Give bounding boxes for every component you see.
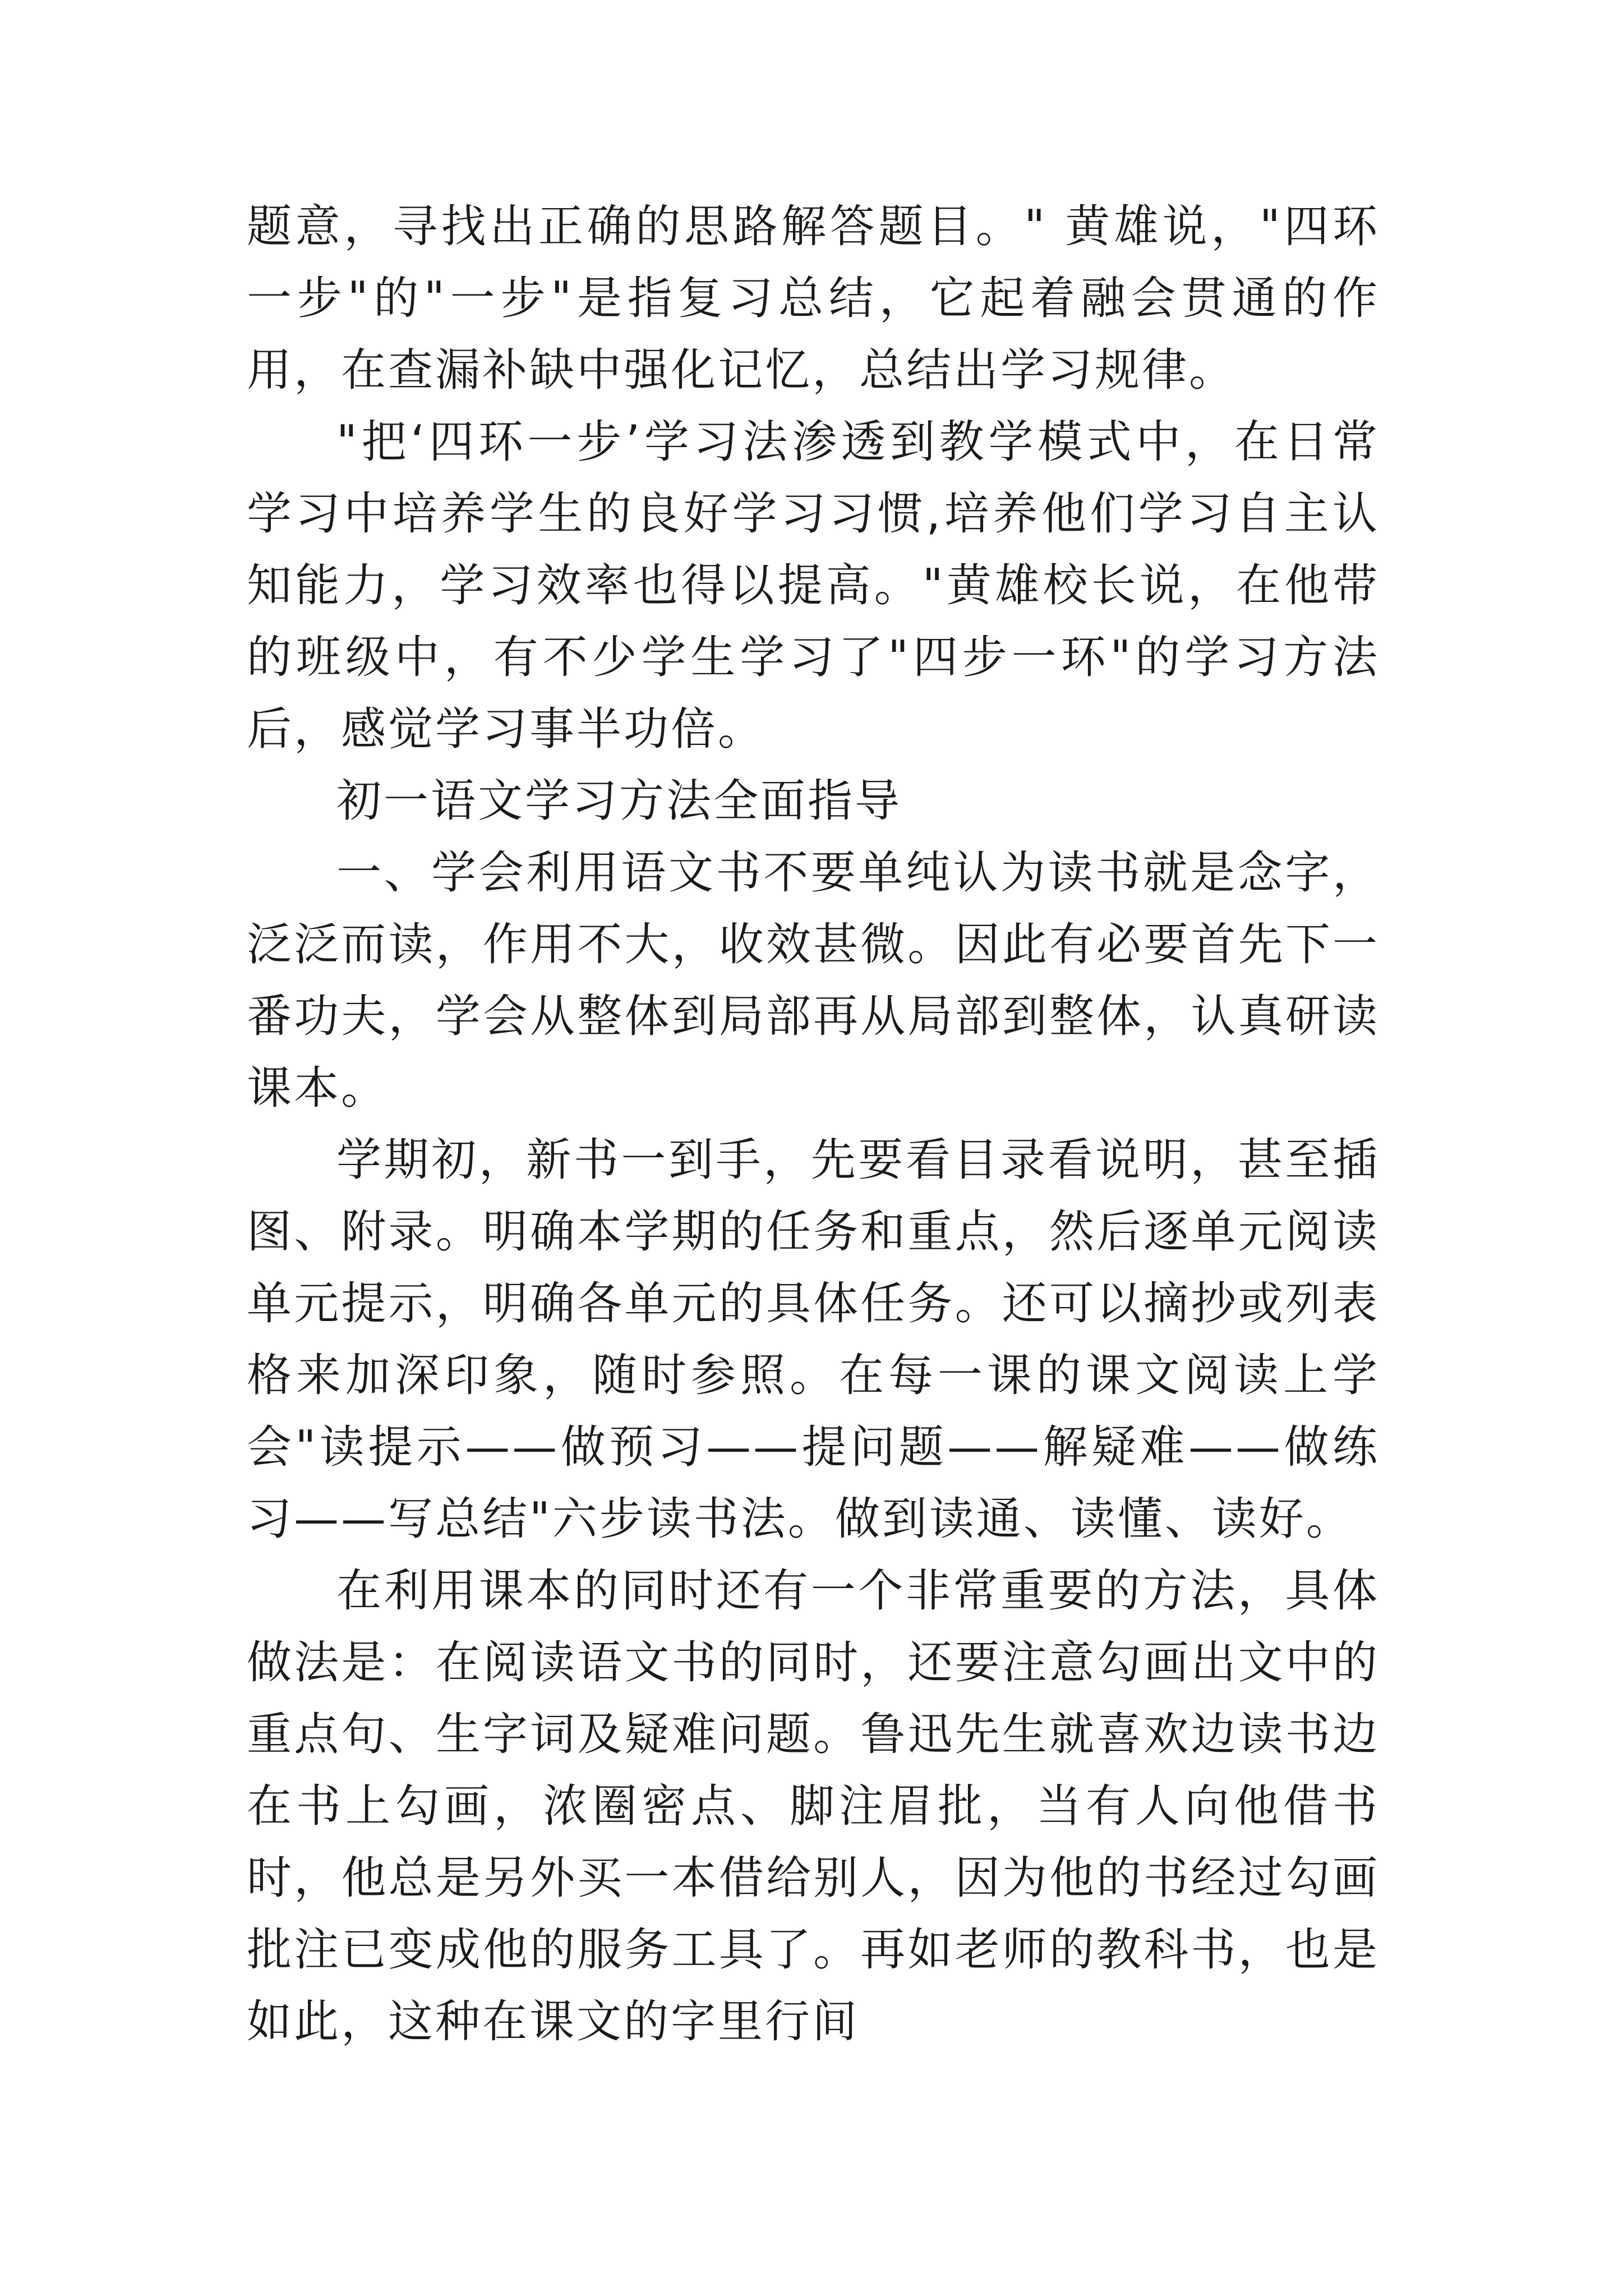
paragraph-2: "把‘四环一步’学习法渗透到教学模式中，在日常学习中培养学生的良好学习习惯,培养他们学习自主认知能力，学习效率也得以提高。"黄雄校长说，在他带的班级中，有不少学生学习了"四步一环"的学习方法后，感觉学习事半功倍。 <box>247 416 1380 755</box>
paragraph-4: 学期初，新书一到手，先要看目录看说明，甚至插图、附录。明确本学期的任务和重点，然后逐单元阅读单元提示，明确各单元的具体任务。还可以摘抄或列表格来加深印象，随时参照。在每一课的课文阅读上学会"读提示——做预习——提问题——解疑难——做练习——写总结"六步读书法。做到读通、读懂、读好。 <box>247 1134 1380 1545</box>
paragraph-5: 在利用课本的同时还有一个非常重要的方法，具体做法是：在阅读语文书的同时，还要注意勾画出文中的重点句、生字词及疑难问题。鲁迅先生就喜欢边读书边在书上勾画，浓圈密点、脚注眉批，当有人向他借书时，他总是另外买一本借给别人，因为他的书经过勾画批注已变成他的服务工具了。再如老师的教科书，也是如此，这种在课文的字里行间 <box>247 1565 1380 2047</box>
section-heading: 初一语文学习方法全面指导 <box>336 775 902 827</box>
paragraph-1: 题意，寻找出正确的思路解答题目。" 黄雄说，"四环一步"的"一步"是指复习总结，它起着融会贯通的作用，在查漏补缺中强化记忆，总结出学习规律。 <box>247 200 1380 396</box>
body-text <box>247 191 1380 2058</box>
paragraph-3: 一、学会利用语文书不要单纯认为读书就是念字，泛泛而读，作用不大，收效甚微。因此有必要首先下一番功夫，学会从整体到局部再从局部到整体，认真研读课本。 <box>247 846 1380 1114</box>
